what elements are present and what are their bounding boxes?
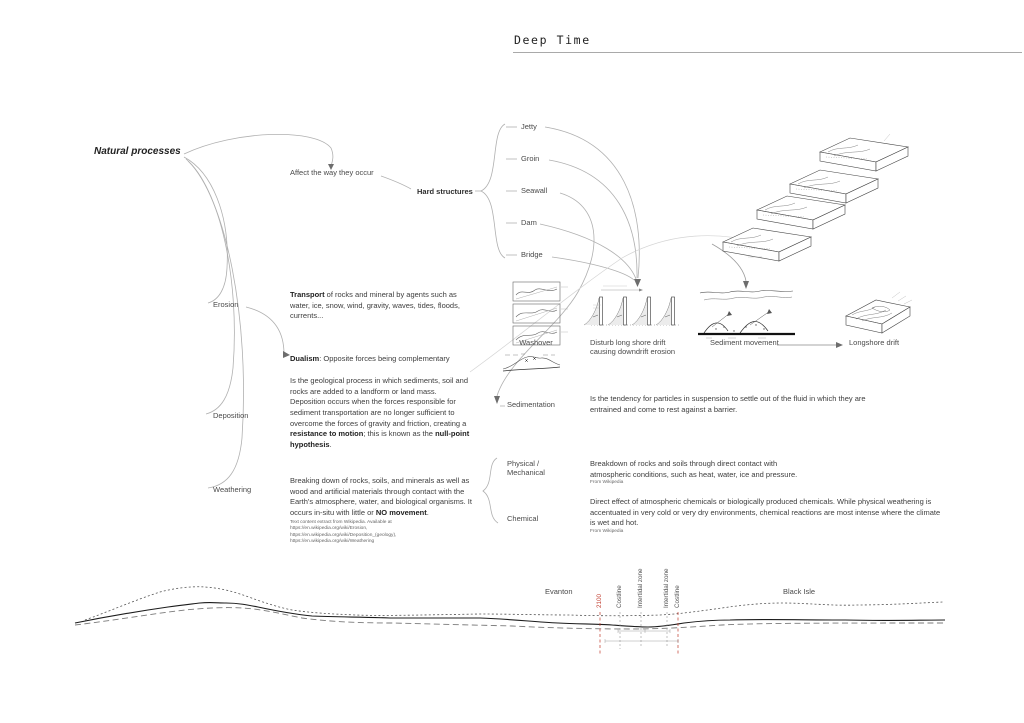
weathering-p2: . (426, 507, 429, 517)
weathering-p1: Breaking down of rocks, soils, and minerals as well as wood and artificial materials through contact with the Earth's atmosphere, water, and biological organisms. It occurs in-situ with little or (290, 476, 472, 517)
sediment-movement-label: Sediment movement (710, 338, 779, 347)
physical-text: Breakdown of rocks and soils through direct contact with atmospheric conditions, such as heat, water, ice and pressure. (590, 459, 798, 479)
structure-item-groin: Groin (521, 154, 540, 163)
dualism-lead: Dualism (290, 354, 320, 363)
physical-text-block (590, 459, 820, 487)
washover-label: Washover (519, 338, 553, 347)
weathering-text (290, 476, 478, 519)
weathering-b1: NO movement (375, 507, 427, 517)
page-title: Deep Time (514, 33, 591, 47)
coast-town-label: Evanton (545, 587, 573, 596)
affect-label: Affect the way they occur (290, 168, 374, 177)
erosion-text-lead: Transport (290, 290, 325, 299)
sedimentation-label: Sedimentation (507, 400, 555, 409)
coastline-dashed (75, 608, 945, 629)
deposition-b1: resistance to motion (290, 429, 364, 439)
intertidal-zone-label-left: Intertidal zone (637, 568, 644, 608)
coast-reference-lines (600, 612, 678, 656)
dualism-rest: : Opposite forces being complementary (319, 354, 450, 363)
natural-processes-label: Natural processes (94, 146, 181, 157)
process-label-erosion: Erosion (213, 300, 239, 309)
year-2100-label: 2100 (596, 593, 603, 608)
groins-illustration (584, 286, 681, 325)
process-label-deposition: Deposition (213, 411, 249, 420)
erosion-text (290, 290, 464, 322)
intertidal-zone-label-right: Intertidal zone (663, 568, 670, 608)
groins-label: Disturb long shore drift causing downdrift erosion (590, 338, 676, 356)
structure-item-seawall: Seawall (521, 186, 548, 195)
structure-item-dam: Dam (521, 218, 537, 227)
chemical-text-block (590, 497, 942, 535)
structure-item-bridge: Bridge (521, 250, 543, 259)
deposition-text (290, 376, 470, 450)
dualism-text (290, 354, 500, 365)
arrowheads (283, 164, 843, 404)
deposition-p3: . (329, 439, 332, 449)
deposition-p1: Is the geological process in which sediments, soil and rocks are added to a landform or land mass. Deposition occurs when the forces responsible for sediment transportation are no longer sufficient to overcome the forces of gravity and friction, creating a (290, 376, 469, 428)
chemical-label: Chemical (507, 514, 539, 523)
structure-item-jetty: Jetty (521, 122, 537, 131)
washover-illustration (513, 282, 568, 345)
title-underline (513, 52, 1022, 53)
chemical-source: From Wikipedia (590, 528, 624, 534)
deposition-p2: ; this is known as the (363, 429, 436, 439)
process-label-weathering: Weathering (213, 485, 252, 494)
isometric-blocks-illustration (723, 134, 908, 261)
sediment-movement-illustration (698, 290, 795, 338)
sedimentation-illustration (503, 354, 560, 371)
chemical-text: Direct effect of atmospheric chemicals or biologically produced chemicals. While physical weathering is accentuated in very cold or very dry environments, chemical reactions are most intense where the climate is wet and hot. (590, 497, 941, 528)
erosion-text-rest: of rocks and mineral by agents such as water, ice, snow, wind, gravity, waves, tides, floods, currents... (290, 290, 460, 321)
costline-label-right: Costline (674, 585, 681, 608)
longshore-drift-illustration (846, 292, 912, 333)
deposition-b2: null-point hypothesis (290, 429, 470, 449)
longshore-drift-label: Longshore drift (849, 338, 900, 347)
hard-structures-label: Hard structures (417, 187, 473, 196)
sedimentation-text: Is the tendency for particles in suspension to settle out of the fluid in which they are entrained and come to rest against a barrier. (590, 394, 866, 414)
citation-text: Text content extract from Wikipedia. Available at https://en.wikipedia.org/wiki/Erosion, https://en.wikipedia.org/wiki/Deposition_(geology), https://en.wikipedia.org/wiki/Weathering (290, 520, 397, 545)
physical-source: From Wikipedia (590, 480, 624, 486)
coast-island-label: Black Isle (783, 587, 816, 596)
costline-label-left: Costline (616, 585, 623, 608)
physical-mechanical-label: Physical / Mechanical (507, 459, 545, 477)
